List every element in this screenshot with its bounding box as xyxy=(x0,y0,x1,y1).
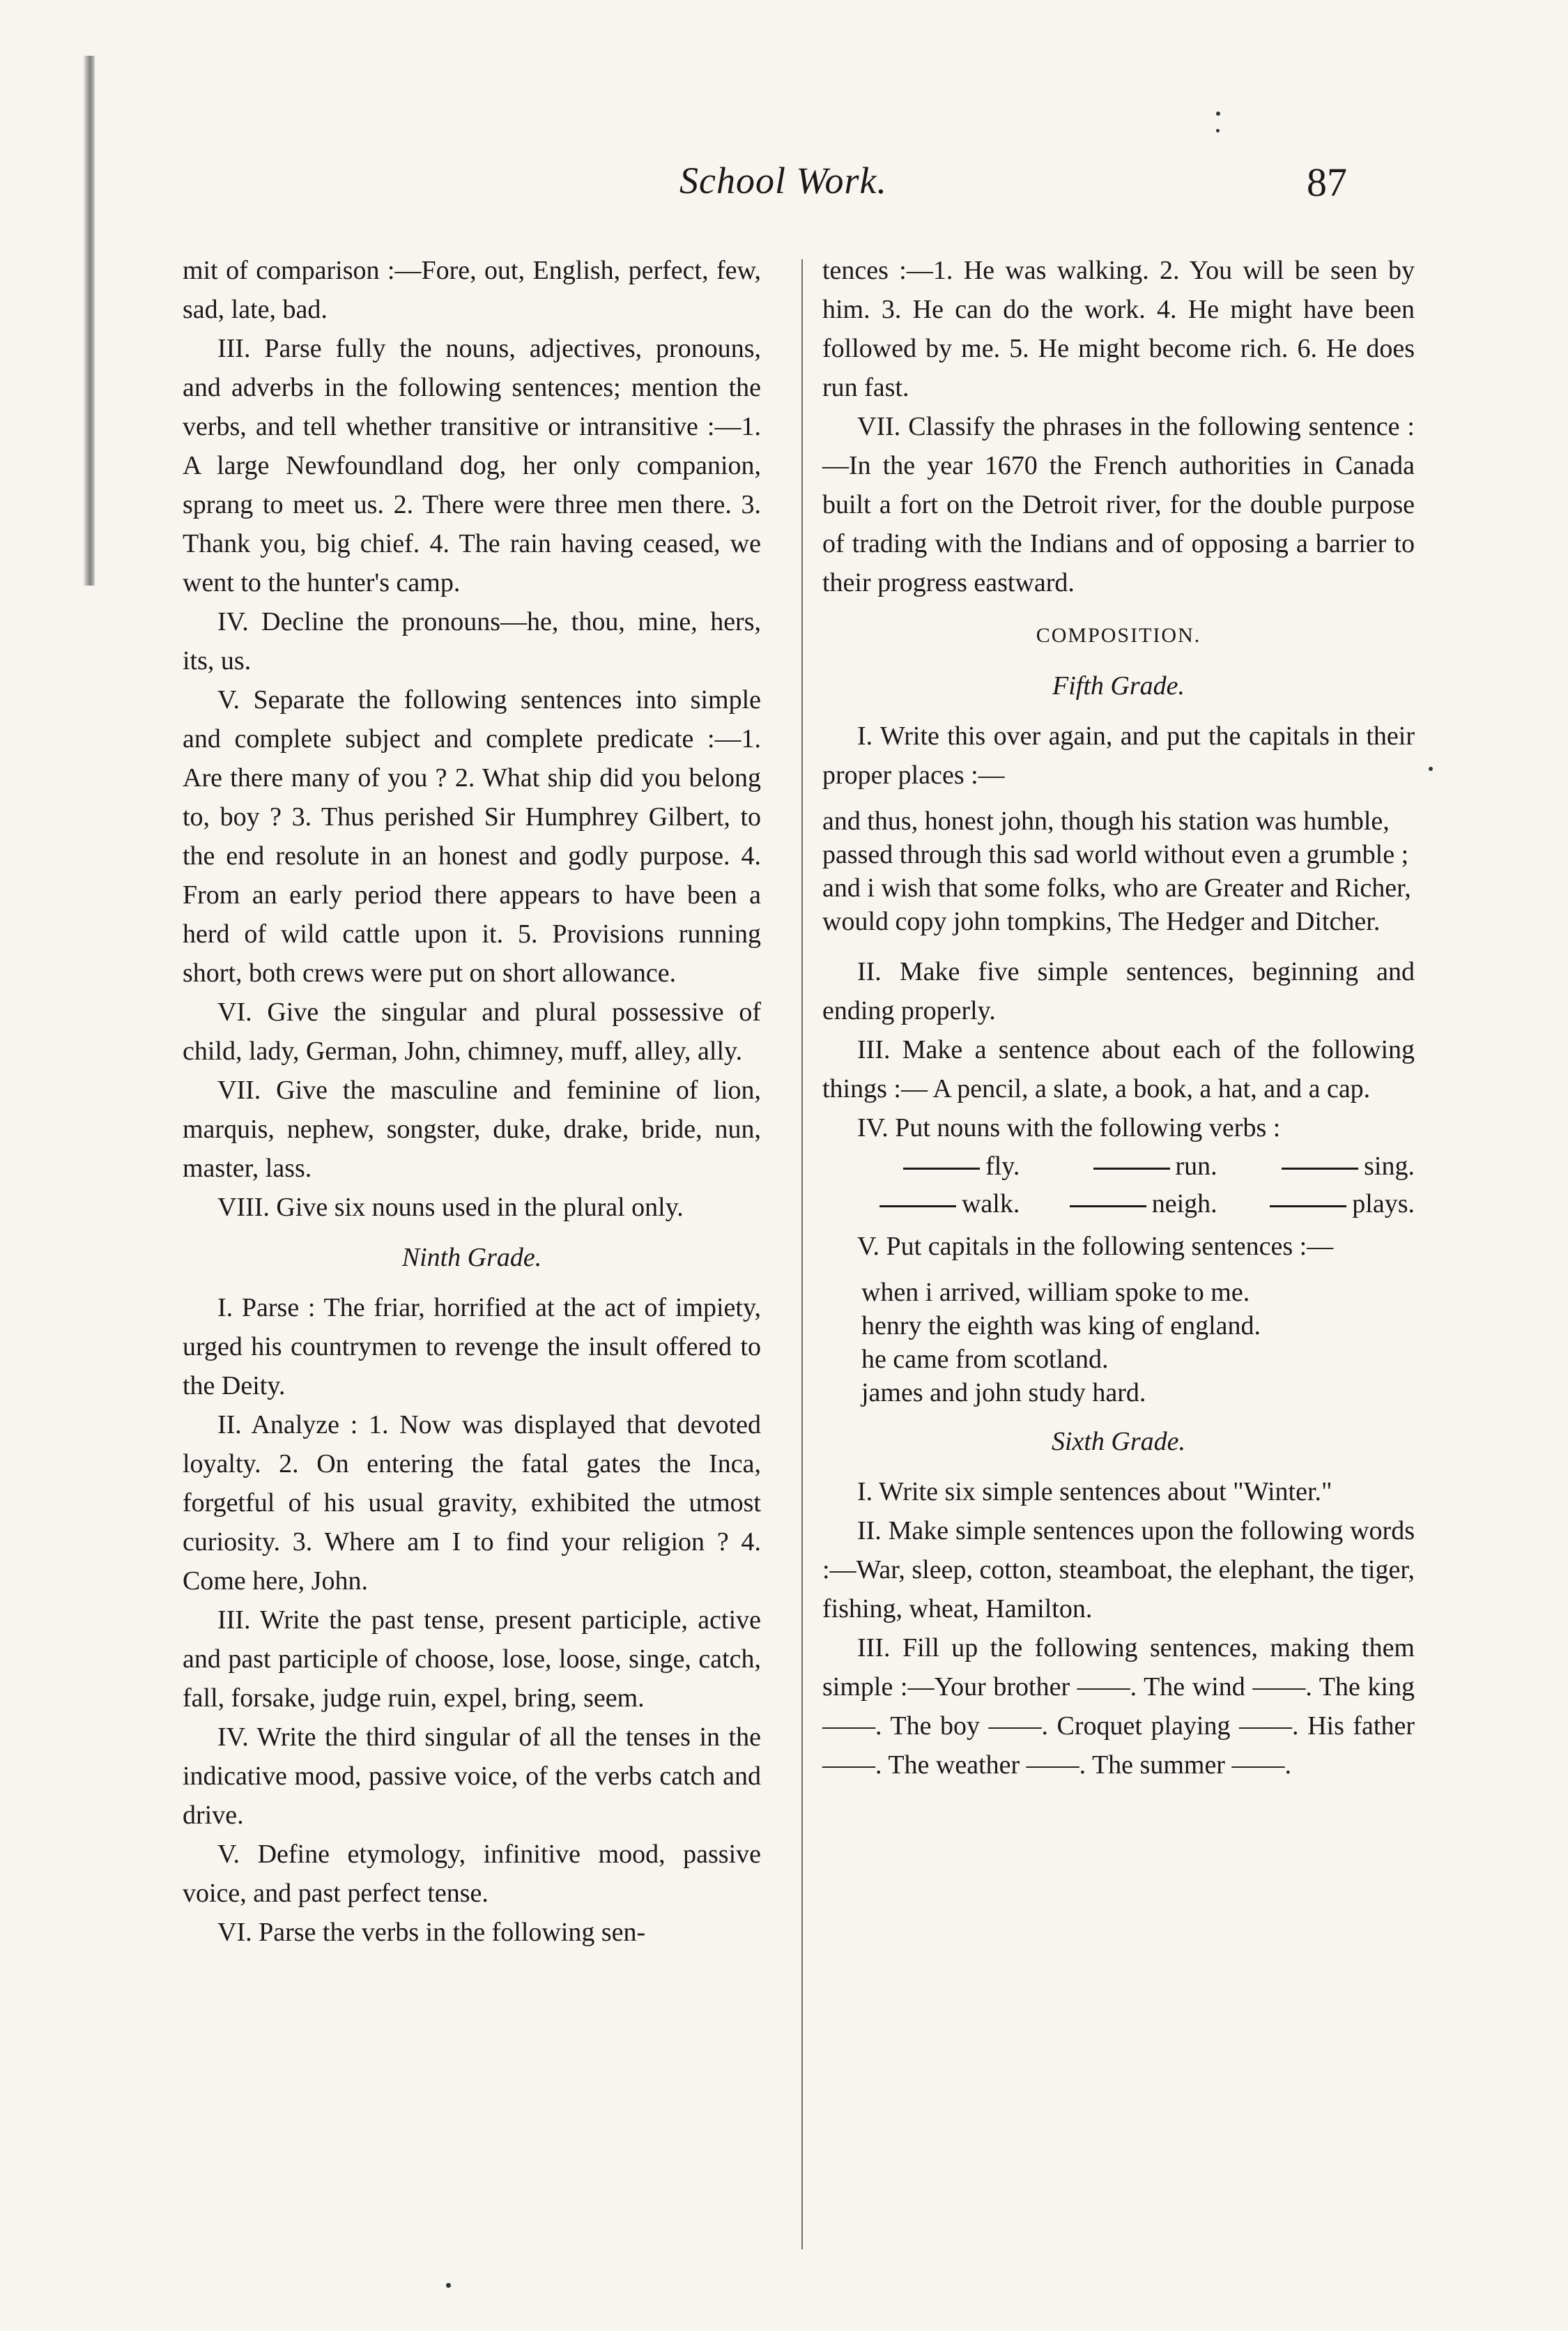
verb-item xyxy=(1020,1185,1217,1223)
paragraph: III. Write the past tense, present participle, active and past participle of choose, lose, loose, singe, catch, fall, forsake, judge ruin, expel, bring, seem. xyxy=(183,1605,761,1713)
blank-line xyxy=(879,1205,956,1207)
blank-line xyxy=(903,1168,980,1170)
running-head xyxy=(0,159,1568,215)
verb-text: neigh. xyxy=(1151,1189,1217,1218)
section-heading-composition: COMPOSITION. xyxy=(1036,624,1201,647)
grade-heading-ninth: Ninth Grade. xyxy=(401,1243,542,1272)
verb-item xyxy=(822,1147,1020,1185)
paragraph: IV. Put nouns with the following verbs : xyxy=(857,1113,1281,1142)
verb-item xyxy=(1020,1147,1217,1185)
example-line: james and john study hard. xyxy=(861,1378,1146,1407)
running-title: School Work. xyxy=(679,160,887,201)
paragraph: V. Define etymology, infinitive mood, passive voice, and past perfect tense. xyxy=(183,1840,761,1908)
paragraph: VI. Give the singular and plural possessive of child, lady, German, John, chimney, muff, alley, ally. xyxy=(183,998,761,1066)
example-line: he came from scotland. xyxy=(861,1345,1109,1374)
blank-line xyxy=(1282,1168,1358,1170)
scan-speck xyxy=(1429,767,1433,771)
paragraph: VIII. Give six nouns used in the plural only. xyxy=(217,1193,684,1222)
poem-line: passed through this sad world without even a grumble ; xyxy=(822,840,1409,869)
verb-text: plays. xyxy=(1352,1189,1415,1218)
verb-item xyxy=(1217,1147,1415,1185)
grade-heading-fifth: Fifth Grade. xyxy=(1052,671,1185,701)
verb-text: walk. xyxy=(961,1189,1020,1218)
paragraph: II. Analyze : 1. Now was displayed that devoted loyalty. 2. On entering the fatal gates the Inca, forgetful of his usual gravity, exhibited the utmost curiosity. 3. Where am I to find your religion ? 4. Come here, John. xyxy=(183,1410,761,1596)
page-number: 87 xyxy=(1307,160,1347,205)
poem-line: and i wish that some folks, who are Greater and Richer, xyxy=(822,873,1411,903)
verb-text: sing. xyxy=(1364,1152,1415,1181)
right-column xyxy=(822,251,1415,1784)
example-sentences xyxy=(861,1276,1415,1409)
grade-heading-sixth: Sixth Grade. xyxy=(1051,1427,1186,1456)
blank-line xyxy=(1070,1205,1146,1207)
scan-speck xyxy=(446,2283,451,2288)
paragraph: I. Parse : The friar, horrified at the act of impiety, urged his countrymen to revenge the insult offered to the Deity. xyxy=(183,1293,761,1400)
paragraph: VII. Give the masculine and feminine of lion, marquis, nephew, songster, duke, drake, bride, nun, master, lass. xyxy=(183,1076,761,1183)
verb-text: run. xyxy=(1175,1152,1217,1181)
paragraph: tences :—1. He was walking. 2. You will be seen by him. 3. He can do the work. 4. He might have been followed by me. 5. He might become rich. 6. He does run fast. xyxy=(822,256,1415,402)
paragraph: IV. Decline the pronouns—he, thou, mine, hers, its, us. xyxy=(183,607,761,675)
paragraph: I. Write six simple sentences about "Winter." xyxy=(857,1477,1332,1506)
paragraph: VII. Classify the phrases in the following sentence :—In the year 1670 the French authorities in Canada built a fort on the Detroit river, for the double purpose of trading with the Indians and of opposing a barrier to their progress eastward. xyxy=(822,412,1415,597)
paragraph: III. Parse fully the nouns, adjectives, pronouns, and adverbs in the following sentences; mention the verbs, and tell whether transitive or intransitive :—1. A large Newfoundland dog, her only companion, sprang to meet us. 2. There were three men there. 3. Thank you, big chief. 4. The rain having ceased, we went to the hunter's camp. xyxy=(183,334,761,597)
verb-item xyxy=(822,1185,1020,1223)
example-line: henry the eighth was king of england. xyxy=(861,1311,1261,1340)
verb-text: fly. xyxy=(985,1152,1020,1181)
verb-list xyxy=(822,1147,1415,1223)
paragraph: V. Put capitals in the following sentences :— xyxy=(857,1232,1334,1261)
blank-line xyxy=(1093,1168,1170,1170)
scan-speck xyxy=(1216,112,1220,116)
binding-shadow xyxy=(84,56,95,586)
example-line: when i arrived, william spoke to me. xyxy=(861,1278,1250,1307)
paragraph: IV. Write the third singular of all the tenses in the indicative mood, passive voice, of the verbs catch and drive. xyxy=(183,1722,761,1830)
verb-item xyxy=(1217,1185,1415,1223)
paragraph: III. Make a sentence about each of the following things :— A pencil, a slate, a book, a hat, and a cap. xyxy=(822,1035,1415,1103)
paragraph: VI. Parse the verbs in the following sen- xyxy=(217,1918,646,1947)
paragraph: II. Make five simple sentences, beginning and ending properly. xyxy=(822,957,1415,1025)
poem-line: and thus, honest john, though his station was humble, xyxy=(822,807,1390,836)
blank-line xyxy=(1270,1205,1346,1207)
paragraph: mit of comparison :—Fore, out, English, perfect, few, sad, late, bad. xyxy=(183,256,761,324)
poem-block xyxy=(822,806,1415,937)
paragraph: II. Make simple sentences upon the following words :—War, sleep, cotton, steamboat, the elephant, the tiger, fishing, wheat, Hamilton. xyxy=(822,1516,1415,1623)
poem-line: would copy john tompkins, The Hedger and Ditcher. xyxy=(822,907,1381,936)
left-column xyxy=(183,251,761,1952)
paragraph: I. Write this over again, and put the capitals in their proper places :— xyxy=(822,721,1415,790)
scan-speck xyxy=(1216,129,1220,132)
paragraph: III. Fill up the following sentences, making them simple :—Your brother ——. The wind ——. The king ——. The boy ——. Croquet playing ——. His father ——. The weather ——. The summer ——. xyxy=(822,1633,1415,1780)
paragraph: V. Separate the following sentences into simple and complete subject and complete predicate :—1. Are there many of you ? 2. What ship did you belong to, boy ? 3. Thus perished Sir Humphrey Gilbert, to the end resolute in an honest and godly purpose. 4. From an early period there appears to have been a herd of wild cattle upon it. 5. Provisions running short, both crews were put on short allowance. xyxy=(183,685,761,988)
column-rule xyxy=(801,259,803,2249)
